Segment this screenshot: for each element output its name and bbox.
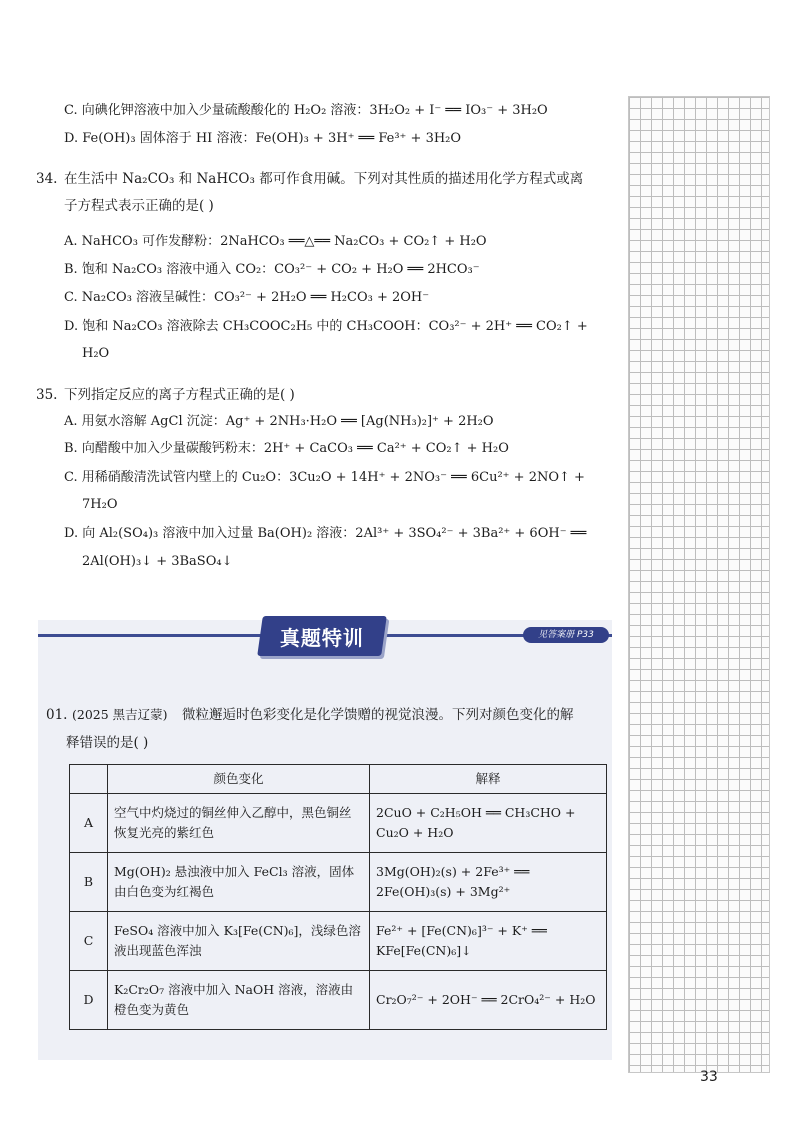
header-explanation: 解释 — [370, 765, 607, 794]
section-banner — [257, 616, 387, 656]
q35-stem: 下列指定反应的离子方程式正确的是( ) — [64, 387, 295, 403]
q35-number: 35. — [36, 387, 58, 403]
row-label: B — [70, 853, 108, 912]
answer-reference-badge: 见答案册 P33 — [523, 627, 609, 643]
table-corner — [70, 765, 108, 794]
row-explanation: 3Mg(OH)₂(s) + 2Fe³⁺ ══ 2Fe(OH)₃(s) + 3Mg²⁺ — [370, 853, 607, 912]
header-color-change: 颜色变化 — [108, 765, 370, 794]
q34-number: 34. — [36, 171, 58, 187]
row-label: D — [70, 971, 108, 1030]
q34-option-a: A. NaHCO₃ 可作发酵粉：2NaHCO₃ ══△══ Na₂CO₃ + CO₂↑ + H₂O — [64, 234, 487, 249]
row-label: C — [70, 912, 108, 971]
q34-option-d-line1: D. 饱和 Na₂CO₃ 溶液除去 CH₃COOC₂H₅ 中的 CH₃COOH：CO₃²⁻ + 2H⁺ ══ CO₂↑ + — [64, 319, 588, 334]
q33-option-c: C. 向碘化钾溶液中加入少量硫酸酸化的 H₂O₂ 溶液：3H₂O₂ + I⁻ ══ IO₃⁻ + 3H₂O — [64, 103, 548, 118]
q35-option-c-line1: C. 用稀硝酸清洗试管内壁上的 Cu₂O：3Cu₂O + 14H⁺ + 2NO₃⁻ ══ 6Cu²⁺ + 2NO↑ + — [64, 470, 585, 485]
table-row — [70, 794, 607, 853]
q01-stem-line2: 释错误的是( ) — [66, 735, 149, 751]
q35-option-d-line1: D. 向 Al₂(SO₄)₃ 溶液中加入过量 Ba(OH)₂ 溶液：2Al³⁺ + 3SO₄²⁻ + 3Ba²⁺ + 6OH⁻ ══ — [64, 526, 587, 541]
section-title: 真题特训 — [280, 625, 364, 650]
q01-number: 01. — [46, 707, 68, 723]
page-number: 33 — [700, 1069, 718, 1085]
q34-stem-line1: 在生活中 Na₂CO₃ 和 NaHCO₃ 都可作食用碱。下列对其性质的描述用化学方程式或离 — [64, 171, 584, 187]
row-explanation: Cr₂O₇²⁻ + 2OH⁻ ══ 2CrO₄²⁻ + H₂O — [370, 971, 607, 1030]
q33-option-d: D. Fe(OH)₃ 固体溶于 HI 溶液：Fe(OH)₃ + 3H⁺ ══ Fe³⁺ + 3H₂O — [64, 131, 462, 146]
q35-option-c-line2: 7H₂O — [82, 497, 118, 512]
row-color-change: Mg(OH)₂ 悬浊液中加入 FeCl₃ 溶液，固体由白色变为红褐色 — [108, 853, 370, 912]
row-color-change: K₂Cr₂O₇ 溶液中加入 NaOH 溶液，溶液由橙色变为黄色 — [108, 971, 370, 1030]
q34-option-c: C. Na₂CO₃ 溶液呈碱性：CO₃²⁻ + 2H₂O ══ H₂CO₃ + 2OH⁻ — [64, 290, 430, 305]
row-color-change: FeSO₄ 溶液中加入 K₃[Fe(CN)₆]，浅绿色溶液出现蓝色浑浊 — [108, 912, 370, 971]
row-color-change: 空气中灼烧过的铜丝伸入乙醇中，黑色铜丝恢复光亮的紫红色 — [108, 794, 370, 853]
q34-option-d-line2: H₂O — [82, 346, 110, 361]
row-explanation: 2CuO + C₂H₅OH ══ CH₃CHO + Cu₂O + H₂O — [370, 794, 607, 853]
q34-option-b: B. 饱和 Na₂CO₃ 溶液中通入 CO₂：CO₃²⁻ + CO₂ + H₂O ══ 2HCO₃⁻ — [64, 262, 480, 277]
table-row — [70, 912, 607, 971]
table-row — [70, 853, 607, 912]
answer-grid-strip — [628, 96, 770, 1073]
table-header-row — [70, 765, 607, 794]
q35-option-b: B. 向醋酸中加入少量碳酸钙粉末：2H⁺ + CaCO₃ ══ Ca²⁺ + CO₂↑ + H₂O — [64, 441, 509, 456]
q01-source: (2025 黑吉辽蒙) — [72, 707, 168, 722]
q35-option-d-line2: 2Al(OH)₃↓ + 3BaSO₄↓ — [82, 554, 233, 569]
row-label: A — [70, 794, 108, 853]
q01-stem-line1: 微粒邂逅时色彩变化是化学馈赠的视觉浪漫。下列对颜色变化的解 — [182, 707, 574, 723]
q34-stem-line2: 子方程式表示正确的是( ) — [64, 198, 214, 214]
color-change-table — [69, 764, 607, 1030]
table-row — [70, 971, 607, 1030]
row-explanation: Fe²⁺ + [Fe(CN)₆]³⁻ + K⁺ ══ KFe[Fe(CN)₆]↓ — [370, 912, 607, 971]
q35-option-a: A. 用氨水溶解 AgCl 沉淀：Ag⁺ + 2NH₃·H₂O ══ [Ag(NH₃)₂]⁺ + 2H₂O — [64, 414, 494, 429]
